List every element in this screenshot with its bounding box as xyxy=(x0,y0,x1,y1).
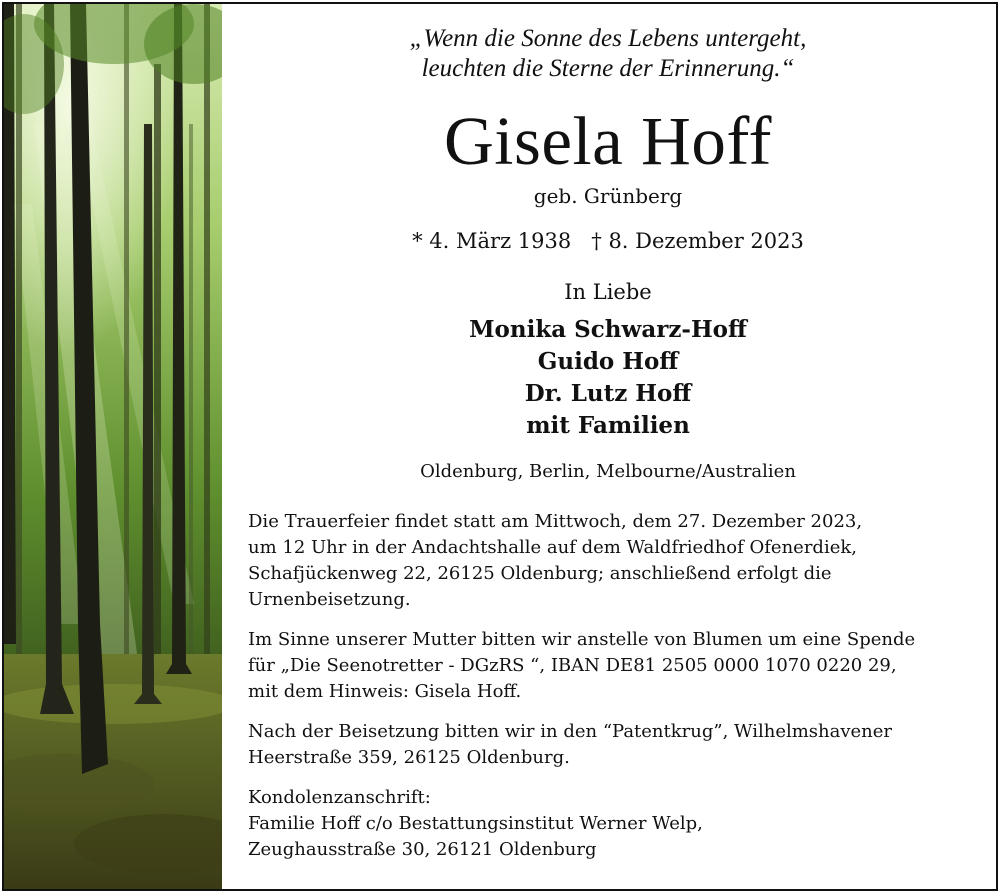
obituary-content xyxy=(222,4,994,889)
donation-paragraph xyxy=(248,627,988,705)
text-line: mit dem Hinweis: Gisela Hoff. xyxy=(248,681,522,702)
mourner-name: Guido Hoff xyxy=(537,348,679,375)
text-line: Die Trauerfeier findet statt am Mittwoch, dem 27. Dezember 2023, xyxy=(248,511,863,532)
text-line: Schafjückenweg 22, 26125 Oldenburg; anschließend erfolgt die xyxy=(248,563,832,584)
death-date: † 8. Dezember 2023 xyxy=(591,229,804,253)
text-line: um 12 Uhr in der Andachtshalle auf dem Waldfriedhof Ofenerdiek, xyxy=(248,537,857,558)
text-line: Heerstraße 359, 26125 Oldenburg. xyxy=(248,747,570,768)
quote-line: „Wenn die Sonne des Lebens untergeht, xyxy=(409,25,807,52)
funeral-paragraph xyxy=(248,509,988,613)
text-line: für „Die Seenotretter - DGzRS “, IBAN DE81 2505 0000 1070 0220 29, xyxy=(248,655,897,676)
maiden-name: geb. Grünberg xyxy=(533,184,683,208)
deceased-name: Gisela Hoff xyxy=(443,103,773,179)
mourner-name: Dr. Lutz Hoff xyxy=(524,380,692,407)
forest-photo xyxy=(4,4,222,889)
text-line: Zeughausstraße 30, 26121 Oldenburg xyxy=(248,839,597,860)
text-line: Nach der Beisetzung bitten wir in den “Patentkrug”, Wilhelmshavener xyxy=(248,721,893,742)
places-line: Oldenburg, Berlin, Melbourne/Australien xyxy=(420,461,796,482)
notice-paragraphs xyxy=(248,509,988,877)
quote-line: leuchten die Sterne der Erinnerung.“ xyxy=(421,55,795,82)
birth-date: * 4. März 1938 xyxy=(412,229,572,253)
text-line: Urnenbeisetzung. xyxy=(248,589,411,610)
in-love-label: In Liebe xyxy=(564,280,652,304)
text-line: Familie Hoff c/o Bestattungsinstitut Werner Welp, xyxy=(248,813,703,834)
life-dates xyxy=(222,226,994,256)
reception-paragraph xyxy=(248,719,988,771)
mourner-name: Monika Schwarz-Hoff xyxy=(469,316,747,343)
condolence-paragraph xyxy=(248,785,988,863)
mourners-list xyxy=(222,314,994,442)
text-line: Kondolenzanschrift: xyxy=(248,787,431,808)
mourner-name: mit Familien xyxy=(526,412,690,439)
text-line: Im Sinne unserer Mutter bitten wir anstelle von Blumen um eine Spende xyxy=(248,629,916,650)
memorial-quote xyxy=(222,24,994,84)
